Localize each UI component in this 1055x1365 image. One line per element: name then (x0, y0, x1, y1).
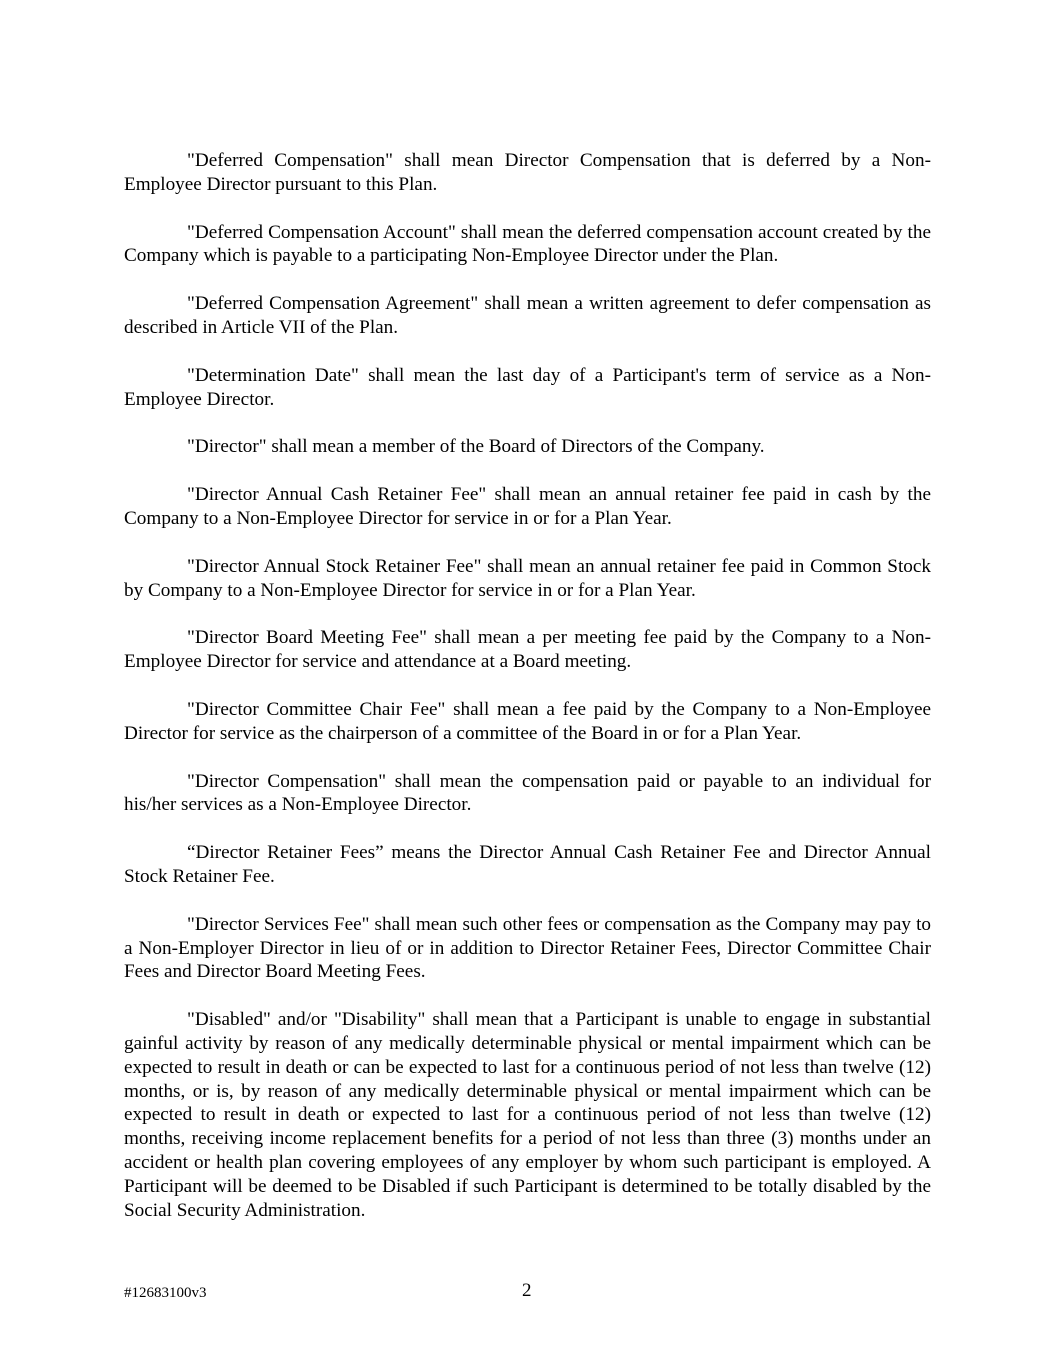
definition-deferred-compensation: "Deferred Compensation" shall mean Director Compensation that is deferred by a Non-Employee Director pursuant to this Plan. (124, 150, 931, 195)
document-id: #12683100v3 (124, 1285, 207, 1301)
document-body (124, 149, 931, 1246)
definition-director: "Director" shall mean a member of the Board of Directors of the Company. (187, 436, 765, 458)
definition-director-services-fee: "Director Services Fee" shall mean such other fees or compensation as the Company may pay to a Non-Employer Director in lieu of or in addition to Director Retainer Fees, Director Committee Chair Fees and Director Board Meeting Fees. (124, 913, 931, 983)
definition-director-annual-cash-retainer-fee: "Director Annual Cash Retainer Fee" shall mean an annual retainer fee paid in cash by the Company to a Non-Employee Director for service in or for a Plan Year. (124, 484, 931, 529)
definition-deferred-compensation-agreement: "Deferred Compensation Agreement" shall mean a written agreement to defer compensation as described in Article VII of the Plan. (124, 293, 931, 338)
definition-director-annual-stock-retainer-fee: "Director Annual Stock Retainer Fee" shall mean an annual retainer fee paid in Common Stock by Company to a Non-Employee Director for service in or for a Plan Year. (124, 555, 931, 601)
definition-director-retainer-fees: “Director Retainer Fees” means the Director Annual Cash Retainer Fee and Director Annual Stock Retainer Fee. (124, 842, 931, 887)
definition-director-compensation: "Director Compensation" shall mean the compensation paid or payable to an individual for his/her services as a Non-Employee Director. (124, 770, 931, 816)
page-number: 2 (522, 1280, 532, 1301)
definition-determination-date: "Determination Date" shall mean the last day of a Participant's term of service as a Non-Employee Director. (124, 364, 931, 410)
definition-deferred-compensation-account: "Deferred Compensation Account" shall mean the deferred compensation account created by the Company which is payable to a participating Non-Employee Director under the Plan. (124, 221, 931, 267)
definition-director-committee-chair-fee: "Director Committee Chair Fee" shall mean a fee paid by the Company to a Non-Employee Director for service as the chairperson of a committee of the Board in or for a Plan Year. (124, 698, 931, 744)
definition-disabled: "Disabled" and/or "Disability" shall mean that a Participant is unable to engage in substantial gainful activity by reason of any medically determinable physical or mental impairment which can be expected to result in death or can be expected to last for a continuous period of not less than twelve (12) months, or is, by reason of any medically determinable physical or mental impairment which can be expected to result in death or expected to last for a continuous period of not less than twelve (12) months, receiving income replacement benefits for a period of not less than three (3) months under an accident or health plan covering employees of any employer by whom such participant is employed. A Participant will be deemed to be Disabled if such Participant is determined to be totally disabled by the Social Security Administration. (124, 1009, 931, 1221)
definition-director-board-meeting-fee: "Director Board Meeting Fee" shall mean a per meeting fee paid by the Company to a Non-Employee Director for service and attendance at a Board meeting. (124, 627, 931, 673)
